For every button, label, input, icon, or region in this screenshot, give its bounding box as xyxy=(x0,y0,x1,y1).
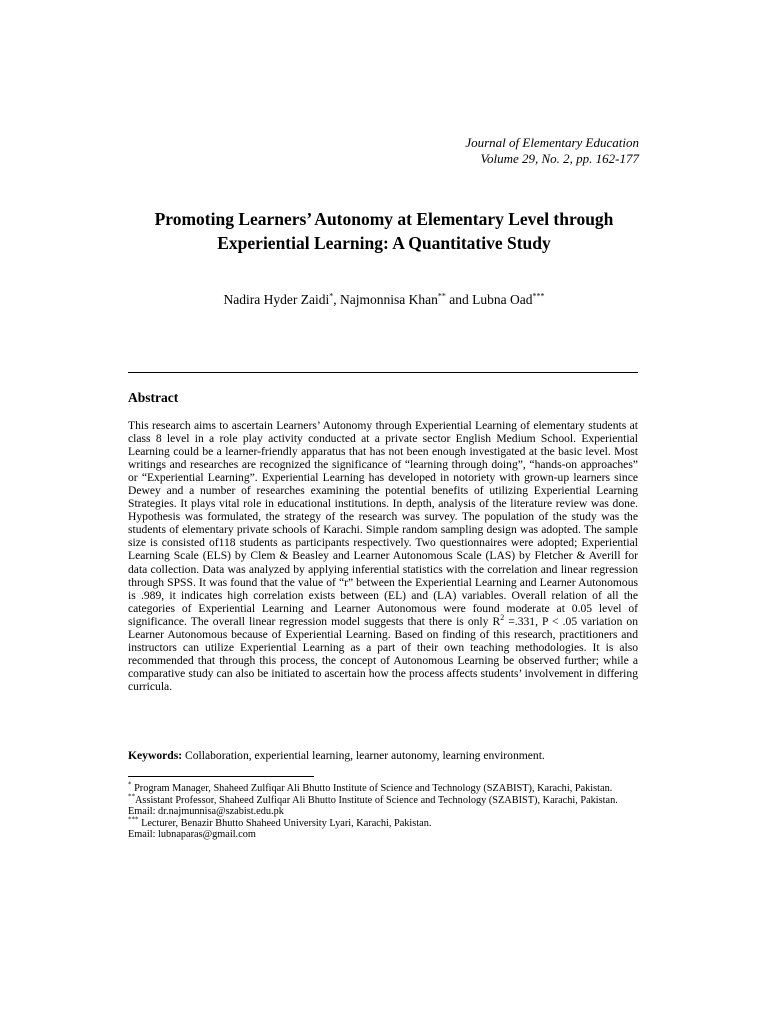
abstract-heading: Abstract xyxy=(128,390,179,405)
footnote-mark: * xyxy=(128,780,132,789)
journal-volume: Volume 29, No. 2, pp. 162-177 xyxy=(480,151,639,166)
r-squared-superscript: 2 xyxy=(500,612,505,622)
abstract-body xyxy=(128,419,638,693)
keywords-label: Keywords: xyxy=(128,749,183,762)
footnote-2 xyxy=(128,792,640,807)
title-line-2: Experiential Learning: A Quantitative Study xyxy=(217,233,551,253)
abstract-text-part-2: =.331, P < .05 variation on Learner Autonomous because of Experiential Learning. Based on finding of this research, practitioners and instructors can utilize Experiential Learning as a part of their own teaching methodologies. It is also recommended that through this process, the concept of Autonomous Learning be observed further; while a comparative study can also be initiated to ascertain how the process affects students’ involvement in differing curricula. xyxy=(128,614,638,693)
footnote-text: Assistant Professor, Shaheed Zulfiqar Ali Bhutto Institute of Science and Technology (SZABIST), Karachi, Pakistan. xyxy=(135,794,618,806)
author-name: Lubna Oad xyxy=(472,292,533,307)
keywords-text: Collaboration, experiential learning, learner autonomy, learning environment. xyxy=(182,749,545,762)
footnote-divider xyxy=(128,776,314,777)
abstract-text-part-1: This research aims to ascertain Learners’ Autonomy through Experiential Learning of elementary students at class 8 level in a role play activity conducted at a private sector English Medium School. Experiential Learning could be a learner-friendly apparatus that has not been enough investigated at the basic level. Most writings and researches are recognized the significance of “learning through doing”, “hands-on approaches” or “Experiential Learning”. Experiential Learning has developed in notoriety with grown-up learners since Dewey and a number of researches examining the potential benefits of utilizing Experiential Learning Strategies. It plays vital role in educational institutions. In depth, analysis of the literature review was done. Hypothesis was formulated, the strategy of the research was survey. The population of the study was the students of elementary private schools of Karachi. Simple random sampling design was adopted. The sample size is consisted of118 students as participants respectively. Two questionnaires were adopted; Experiential Learning Scale (ELS) by Clem & Beasley and Learner Autonomous Scale (LAS) by Fletcher & Averill for data collection. Data was analyzed by applying inferential statistics with the correlation and linear regression through SPSS. It was found that the value of “r” between the Experiential Learning and Learner Autonomous is .989, it indicates high correlation exists between (EL) and (LA) variables. Overall relation of all the categories of Experiential Learning and Learner Autonomous were found moderate at 0.05 level of significance. The overall linear regression model suggests that there is only R xyxy=(128,419,638,628)
footnote-3 xyxy=(128,815,640,830)
author-separator: , xyxy=(333,292,340,307)
footnote-mark: ** xyxy=(128,792,135,801)
journal-header xyxy=(465,135,639,167)
author-name: Najmonnisa Khan xyxy=(340,292,438,307)
author-mark: *** xyxy=(532,291,545,301)
paper-title xyxy=(90,207,678,255)
footnote-2-email: Email: dr.najmunnisa@szabist.edu.pk xyxy=(128,806,284,817)
author-separator: and xyxy=(445,292,473,307)
author-mark: ** xyxy=(437,291,446,301)
footnote-mark: *** xyxy=(128,815,139,824)
footnote-3-email: Email: lubnaparas@gmail.com xyxy=(128,829,256,840)
author-name: Nadira Hyder Zaidi xyxy=(223,292,330,307)
footnote-text: Program Manager, Shaheed Zulfiqar Ali Bhutto Institute of Science and Technology (SZABIST), Karachi, Pakistan. xyxy=(131,783,613,794)
footnote-text: Lecturer, Benazir Bhutto Shaheed University Lyari, Karachi, Pakistan. xyxy=(138,817,432,829)
header-divider xyxy=(128,372,638,373)
author-list xyxy=(90,292,678,308)
footnote-1 xyxy=(128,780,640,795)
author-mark: * xyxy=(329,291,334,301)
journal-name: Journal of Elementary Education xyxy=(465,135,639,150)
footnotes xyxy=(128,780,640,841)
keywords-line xyxy=(128,749,648,762)
title-line-1: Promoting Learners’ Autonomy at Elementary Level through xyxy=(154,209,614,229)
